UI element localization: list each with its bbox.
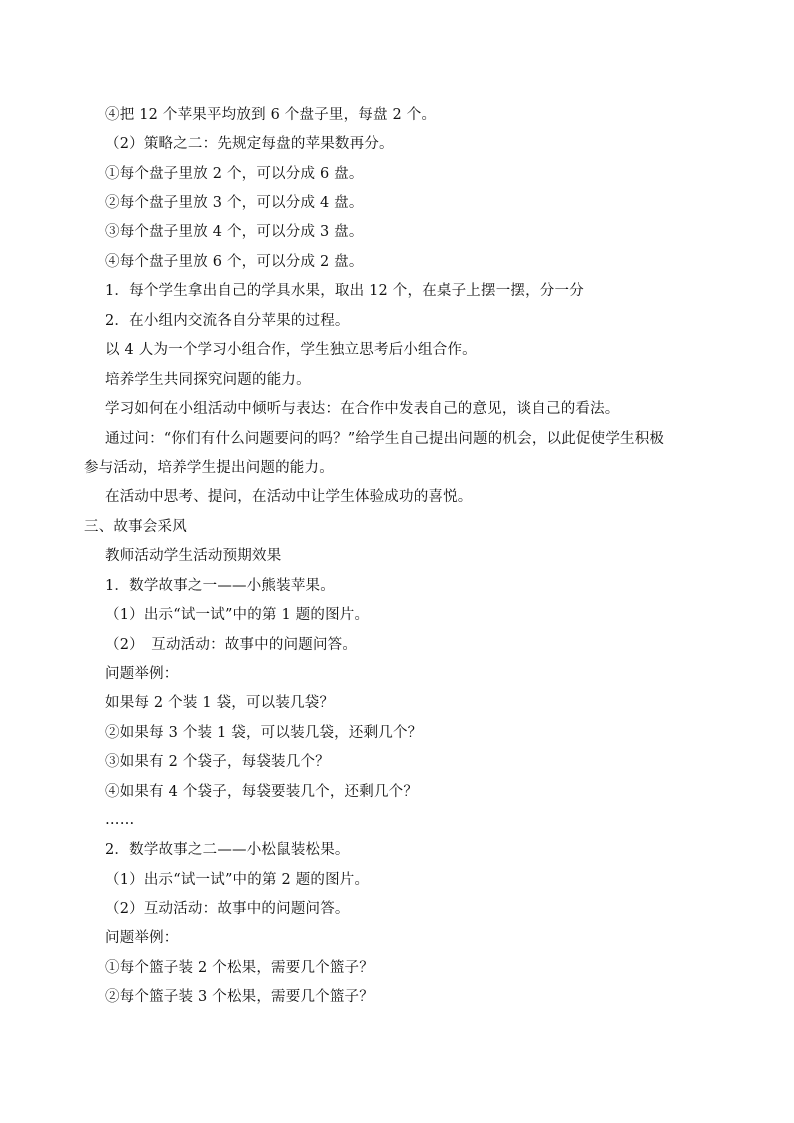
text-line: （2）互动活动：故事中的问题问答。	[105, 901, 350, 917]
section-heading: 三、故事会采风	[84, 519, 187, 535]
text-line: ④如果有 4 个袋子，每袋要装几个，还剩几个？	[105, 784, 419, 800]
text-line: 2．在小组内交流各自分苹果的过程。	[105, 313, 350, 329]
text-line: ③如果有 2 个袋子，每袋装几个？	[105, 754, 330, 770]
text-line: ③每个盘子里放 4 个，可以分成 3 盘。	[105, 224, 364, 240]
text-line: 问题举例：	[105, 666, 179, 682]
text-line: ④每个盘子里放 6 个，可以分成 2 盘。	[105, 254, 364, 270]
text-line: ②每个篮子装 3 个松果，需要几个篮子？	[105, 989, 374, 1005]
text-line: 2．数学故事之二——小松鼠装松果。	[105, 842, 350, 858]
text-line: ④把 12 个苹果平均放到 6 个盘子里，每盘 2 个。	[105, 107, 437, 123]
text-line: 培养学生共同探究问题的能力。	[105, 372, 311, 388]
text-line: ②每个盘子里放 3 个，可以分成 4 盘。	[105, 195, 364, 211]
text-line: ②如果每 3 个装 1 袋，可以装几袋，还剩几个？	[105, 725, 423, 741]
text-line: ①每个篮子装 2 个松果，需要几个篮子？	[105, 960, 374, 976]
text-line: （1）出示“试一试”中的第 2 题的图片。	[105, 872, 370, 888]
text-line: 参与活动，培养学生提出问题的能力。	[84, 460, 334, 476]
text-line: 以 4 人为一个学习小组合作，学生独立思考后小组合作。	[105, 342, 477, 358]
text-line: 1．每个学生拿出自己的学具水果，取出 12 个，在桌子上摆一摆，分一分	[105, 283, 584, 299]
text-line: 通过问：“你们有什么问题要问的吗？”给学生自己提出问题的机会，以此促使学生积极	[105, 431, 665, 447]
text-line: 教师活动学生活动预期效果	[105, 548, 282, 564]
text-line: 在活动中思考、提问，在活动中让学生体验成功的喜悦。	[105, 489, 473, 505]
text-line: （2）策略之二：先规定每盘的苹果数再分。	[105, 136, 394, 152]
text-line: （2） 互动活动：故事中的问题问答。	[105, 637, 358, 653]
text-line: （1）出示“试一试”中的第 1 题的图片。	[105, 607, 370, 623]
text-line: 问题举例：	[105, 930, 179, 946]
text-line: 1．数学故事之一——小熊装苹果。	[105, 578, 335, 594]
text-line: 如果每 2 个装 1 袋，可以装几袋？	[105, 695, 335, 711]
text-line: 学习如何在小组活动中倾听与表达：在合作中发表自己的意见，谈自己的看法。	[105, 401, 620, 417]
text-line: ①每个盘子里放 2 个，可以分成 6 盘。	[105, 166, 364, 182]
text-line: ……	[105, 812, 135, 828]
